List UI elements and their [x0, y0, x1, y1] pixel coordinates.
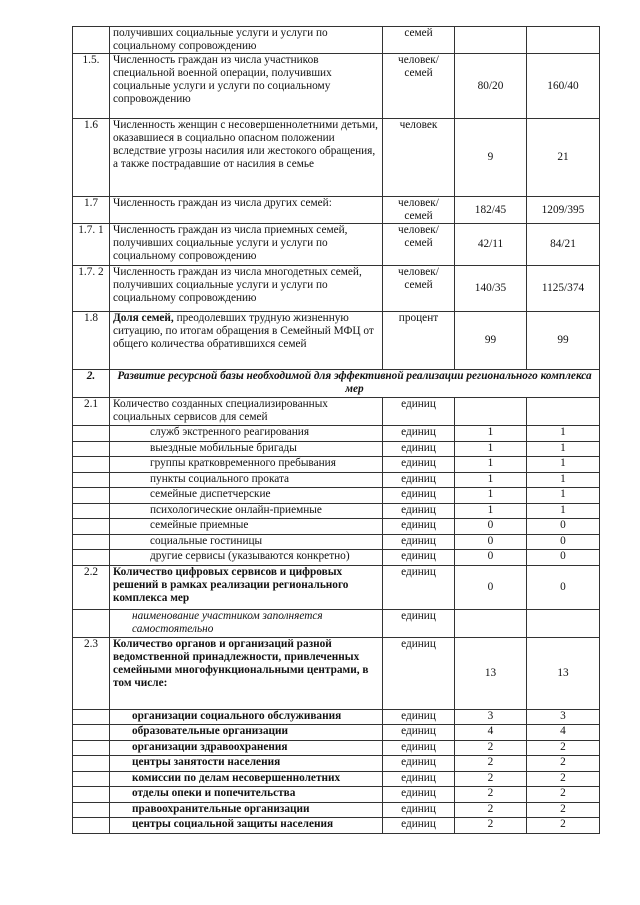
row-number: [73, 771, 110, 787]
list-item: [73, 503, 600, 519]
row-description-bold: Доля семей,: [113, 312, 174, 324]
table-row: [73, 197, 600, 224]
row-number: [73, 609, 110, 637]
row-description: Численность граждан из числа участников специальной военной операции, получивших социальные услуги и услуги по социальному сопровождению: [110, 54, 383, 119]
row-value-2: 3: [527, 709, 600, 725]
organizations-list: [73, 709, 600, 833]
row-value-2: [527, 609, 600, 637]
row-value-2: 0: [527, 565, 600, 609]
row-description: Численность граждан из числа приемных семей, получивших социальные услуги и услуги по социальному сопровождению: [110, 224, 383, 266]
row-value-1: 182/45: [455, 197, 527, 224]
row-description: наименование участником заполняется самостоятельно: [110, 609, 383, 637]
row-value-2: 13: [527, 637, 600, 709]
row-value-2: 99: [527, 312, 600, 370]
row-value-1: [455, 609, 527, 637]
row-value-2: 1209/395: [527, 197, 600, 224]
row-number: 1.7: [73, 197, 110, 224]
row-value-1: 2: [455, 802, 527, 818]
table-row: [73, 565, 600, 609]
item-name: служб экстренного реагирования: [110, 426, 383, 442]
row-unit: единиц: [383, 565, 455, 609]
row-value-2: 21: [527, 119, 600, 197]
row-number: [73, 488, 110, 504]
row-value-2: 0: [527, 519, 600, 535]
row-number: [73, 709, 110, 725]
services-list: [73, 426, 600, 566]
row-number: [73, 725, 110, 741]
row-number: 2.2: [73, 565, 110, 609]
item-name: семейные диспетчерские: [110, 488, 383, 504]
item-name: комиссии по делам несовершеннолетних: [110, 771, 383, 787]
row-description: Количество органов и организаций разной ведомственной принадлежности, привлеченных семейными многофункциональными центрами, в том числе:: [110, 637, 383, 709]
row-unit: человек/ семей: [383, 266, 455, 312]
row-unit: единиц: [383, 519, 455, 535]
row-value-1: [455, 27, 527, 54]
row-number: [73, 756, 110, 772]
row-value-1: 2: [455, 787, 527, 803]
row-number: [73, 802, 110, 818]
row-value-2: 1125/374: [527, 266, 600, 312]
row-value-1: 80/20: [455, 54, 527, 119]
item-name: социальные гостиницы: [110, 534, 383, 550]
table-row: [73, 609, 600, 637]
row-value-2: 4: [527, 725, 600, 741]
row-unit: единиц: [383, 457, 455, 473]
table-row: [73, 398, 600, 426]
list-item: [73, 771, 600, 787]
row-number: [73, 519, 110, 535]
item-name: семейные приемные: [110, 519, 383, 535]
row-value-1: 13: [455, 637, 527, 709]
section-number: 2.: [73, 370, 110, 398]
row-unit: единиц: [383, 472, 455, 488]
list-item: [73, 756, 600, 772]
row-number: [73, 27, 110, 54]
row-number: 1.7. 1: [73, 224, 110, 266]
row-description: Количество цифровых сервисов и цифровых решений в рамках реализации регионального комплекса мер: [110, 565, 383, 609]
row-unit: единиц: [383, 725, 455, 741]
table-row: [73, 312, 600, 370]
row-unit: единиц: [383, 818, 455, 834]
item-name: психологические онлайн-приемные: [110, 503, 383, 519]
item-name: другие сервисы (указываются конкретно): [110, 550, 383, 566]
row-unit: единиц: [383, 802, 455, 818]
row-number: [73, 787, 110, 803]
row-value-1: 140/35: [455, 266, 527, 312]
row-number: [73, 441, 110, 457]
row-value-2: 1: [527, 441, 600, 457]
row-number: [73, 740, 110, 756]
row-value-1: 99: [455, 312, 527, 370]
row-value-2: 2: [527, 756, 600, 772]
row-value-2: 1: [527, 426, 600, 442]
row-value-2: 2: [527, 802, 600, 818]
row-unit: единиц: [383, 609, 455, 637]
table-row: [73, 637, 600, 709]
row-number: [73, 503, 110, 519]
row-unit: единиц: [383, 756, 455, 772]
row-description: получивших социальные услуги и услуги по социальному сопровождению: [110, 27, 383, 54]
row-value-1: 0: [455, 519, 527, 535]
row-value-1: 1: [455, 426, 527, 442]
row-value-1: 0: [455, 534, 527, 550]
row-unit: единиц: [383, 550, 455, 566]
row-unit: единиц: [383, 426, 455, 442]
list-item: [73, 550, 600, 566]
row-number: [73, 550, 110, 566]
row-unit: единиц: [383, 740, 455, 756]
list-item: [73, 426, 600, 442]
row-value-2: 0: [527, 534, 600, 550]
list-item: [73, 787, 600, 803]
row-unit: человек/ семей: [383, 224, 455, 266]
row-unit: единиц: [383, 709, 455, 725]
row-value-2: 2: [527, 787, 600, 803]
row-unit: единиц: [383, 398, 455, 426]
row-description: Численность граждан из числа многодетных семей, получивших социальные услуги и услуги по социальному сопровождению: [110, 266, 383, 312]
row-unit: единиц: [383, 441, 455, 457]
row-unit: единиц: [383, 787, 455, 803]
item-name: группы кратковременного пребывания: [110, 457, 383, 473]
list-item: [73, 457, 600, 473]
row-value-1: 1: [455, 503, 527, 519]
row-number: [73, 818, 110, 834]
row-unit: человек/ семей: [383, 54, 455, 119]
item-name: организации здравоохранения: [110, 740, 383, 756]
row-value-2: 2: [527, 771, 600, 787]
row-unit: человек: [383, 119, 455, 197]
item-name: отделы опеки и попечительства: [110, 787, 383, 803]
row-number: [73, 457, 110, 473]
row-description: [110, 312, 383, 370]
item-name: организации социального обслуживания: [110, 709, 383, 725]
row-value-1: 2: [455, 756, 527, 772]
row-value-2: 160/40: [527, 54, 600, 119]
row-value-1: 0: [455, 550, 527, 566]
row-number: 1.6: [73, 119, 110, 197]
list-item: [73, 534, 600, 550]
table-row: [73, 266, 600, 312]
row-value-1: 1: [455, 472, 527, 488]
table-row: [73, 119, 600, 197]
list-item: [73, 802, 600, 818]
row-value-2: 1: [527, 503, 600, 519]
row-value-1: 1: [455, 488, 527, 504]
item-name: центры занятости населения: [110, 756, 383, 772]
row-unit: единиц: [383, 488, 455, 504]
row-unit: единиц: [383, 771, 455, 787]
row-number: [73, 472, 110, 488]
list-item: [73, 740, 600, 756]
section-title: Развитие ресурсной базы необходимой для эффективной реализации регионального комплекса мер: [110, 370, 600, 398]
list-item: [73, 709, 600, 725]
list-item: [73, 818, 600, 834]
row-unit: единиц: [383, 534, 455, 550]
row-value-1: 0: [455, 565, 527, 609]
row-description: Численность граждан из числа других семей:: [110, 197, 383, 224]
row-value-1: [455, 398, 527, 426]
table-row: [73, 224, 600, 266]
row-value-1: 3: [455, 709, 527, 725]
row-value-2: 2: [527, 740, 600, 756]
list-item: [73, 472, 600, 488]
document-page: [72, 26, 599, 834]
row-value-1: 4: [455, 725, 527, 741]
row-description-rest: преодолевших трудную жизненную ситуацию, по итогам обращения в Семейный МФЦ от общего количества обратившихся семей: [113, 312, 374, 350]
row-unit: семей: [383, 27, 455, 54]
row-value-2: 84/21: [527, 224, 600, 266]
row-value-1: 42/11: [455, 224, 527, 266]
list-item: [73, 441, 600, 457]
table-row: [73, 27, 600, 54]
row-value-2: 1: [527, 488, 600, 504]
row-unit: единиц: [383, 503, 455, 519]
row-description: Численность женщин с несовершеннолетними детьми, оказавшиеся в социально опасном положении вследствие угрозы насилия или жестокого обращения, а также пострадавшие от насилия в семье: [110, 119, 383, 197]
row-value-2: 1: [527, 472, 600, 488]
item-name: образовательные организации: [110, 725, 383, 741]
row-value-2: 2: [527, 818, 600, 834]
row-value-1: 2: [455, 818, 527, 834]
row-value-1: 2: [455, 740, 527, 756]
list-item: [73, 725, 600, 741]
item-name: правоохранительные организации: [110, 802, 383, 818]
item-name: пункты социального проката: [110, 472, 383, 488]
row-number: 2.1: [73, 398, 110, 426]
row-number: 1.7. 2: [73, 266, 110, 312]
list-item: [73, 488, 600, 504]
row-number: 2.3: [73, 637, 110, 709]
item-name: центры социальной защиты населения: [110, 818, 383, 834]
row-value-2: [527, 27, 600, 54]
row-description: Количество созданных специализированных социальных сервисов для семей: [110, 398, 383, 426]
row-value-1: 1: [455, 457, 527, 473]
row-unit: единиц: [383, 637, 455, 709]
row-value-1: 2: [455, 771, 527, 787]
list-item: [73, 519, 600, 535]
row-value-2: [527, 398, 600, 426]
section-header: [73, 370, 600, 398]
row-number: [73, 426, 110, 442]
row-number: 1.8: [73, 312, 110, 370]
row-unit: процент: [383, 312, 455, 370]
table-row: [73, 54, 600, 119]
row-value-2: 0: [527, 550, 600, 566]
row-value-2: 1: [527, 457, 600, 473]
indicators-table: [72, 26, 600, 834]
row-unit: человек/ семей: [383, 197, 455, 224]
item-name: выездные мобильные бригады: [110, 441, 383, 457]
row-value-1: 9: [455, 119, 527, 197]
row-value-1: 1: [455, 441, 527, 457]
row-number: [73, 534, 110, 550]
row-number: 1.5.: [73, 54, 110, 119]
